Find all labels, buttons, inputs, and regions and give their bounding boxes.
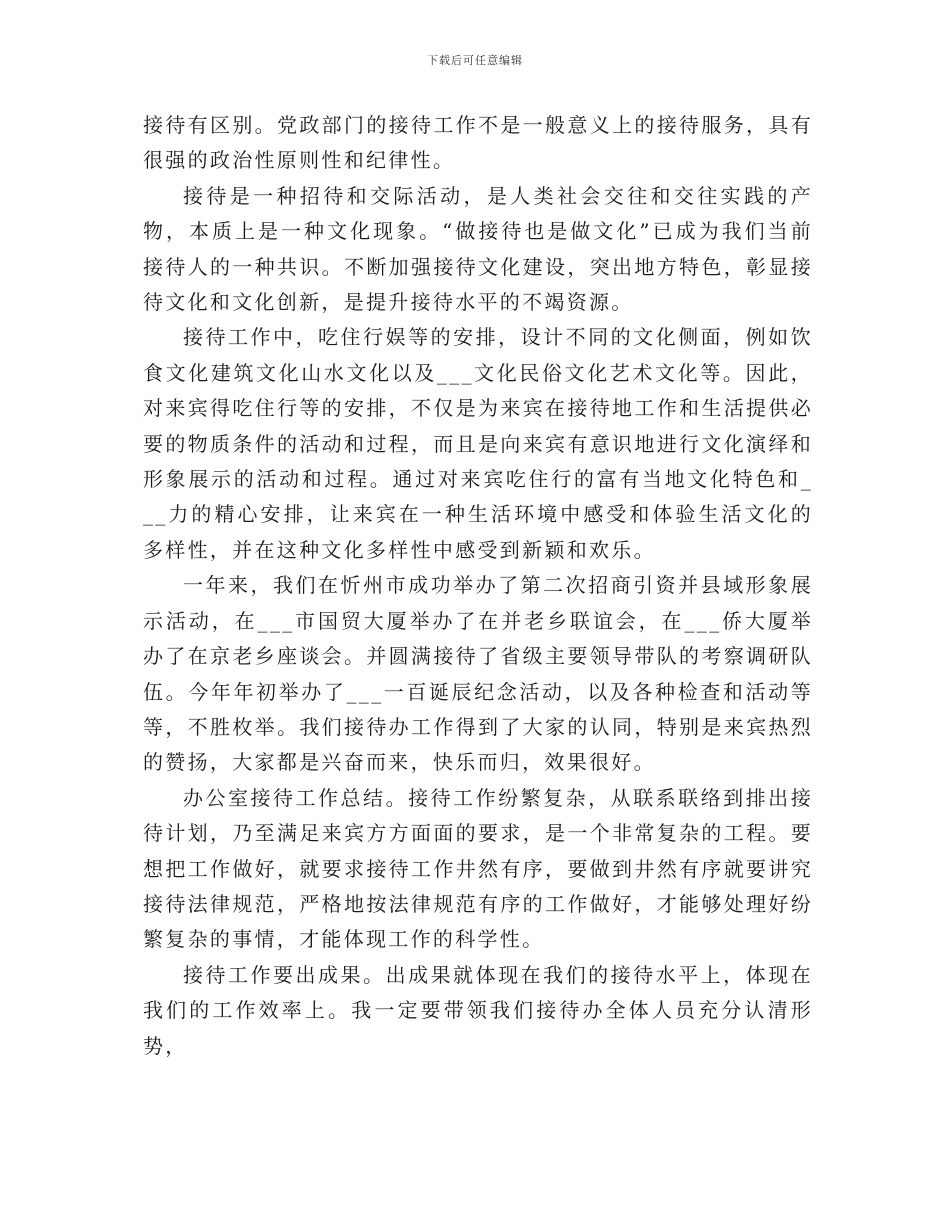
paragraph-6: 接待工作要出成果。出成果就体现在我们的接待水平上，体现在我们的工作效率上。我一定要带领我们接待办全体人员充分认清形势， — [143, 962, 813, 1058]
document-body — [143, 108, 813, 1064]
paragraph-4: 一年来，我们在忻州市成功举办了第二次招商引资并县域形象展示活动，在___市国贸大厦举办了在并老乡联谊会，在___侨大厦举办了在京老乡座谈会。并圆满接待了省级主要领导带队的考察调研队伍。今年年初举办了___一百诞辰纪念活动，以及各种检查和活动等等，不胜枚举。我们接待办工作得到了大家的认同，特别是来宾热烈的赞扬，大家都是兴奋而来，快乐而归，效果很好。 — [143, 573, 813, 775]
paragraph-3: 接待工作中，吃住行娱等的安排，设计不同的文化侧面，例如饮食文化建筑文化山水文化以及___文化民俗文化艺术文化等。因此，对来宾得吃住行等的安排，不仅是为来宾在接待地工作和生活提供必要的物质条件的活动和过程，而且是向来宾有意识地进行文化演绎和形象展示的活动和过程。通过对来宾吃住行的富有当地文化特色和___力的精心安排，让来宾在一种生活环境中感受和体验生活文化的多样性，并在这种文化多样性中感受到新颖和欢乐。 — [143, 325, 813, 562]
page-header-note: 下载后可任意编辑 — [427, 54, 523, 67]
paragraph-5: 办公室接待工作总结。接待工作纷繁复杂，从联系联络到排出接待计划，乃至满足来宾方方面面的要求，是一个非常复杂的工程。要想把工作做好，就要求接待工作井然有序，要做到井然有序就要讲究接待法律规范，严格地按法律规范有序的工作做好，才能够处理好纷繁复杂的事情，才能体现工作的科学性。 — [143, 785, 813, 952]
paragraph-1: 接待有区别。党政部门的接待工作不是一般意义上的接待服务，具有很强的政治性原则性和纪律性。 — [143, 113, 813, 173]
paragraph-2: 接待是一种招待和交际活动，是人类社会交往和交往实践的产物，本质上是一种文化现象。“做接待也是做文化”已成为我们当前接待人的一种共识。不断加强接待文化建设，突出地方特色，彰显接待文化和文化创新，是提升接待水平的不竭资源。 — [143, 183, 813, 315]
